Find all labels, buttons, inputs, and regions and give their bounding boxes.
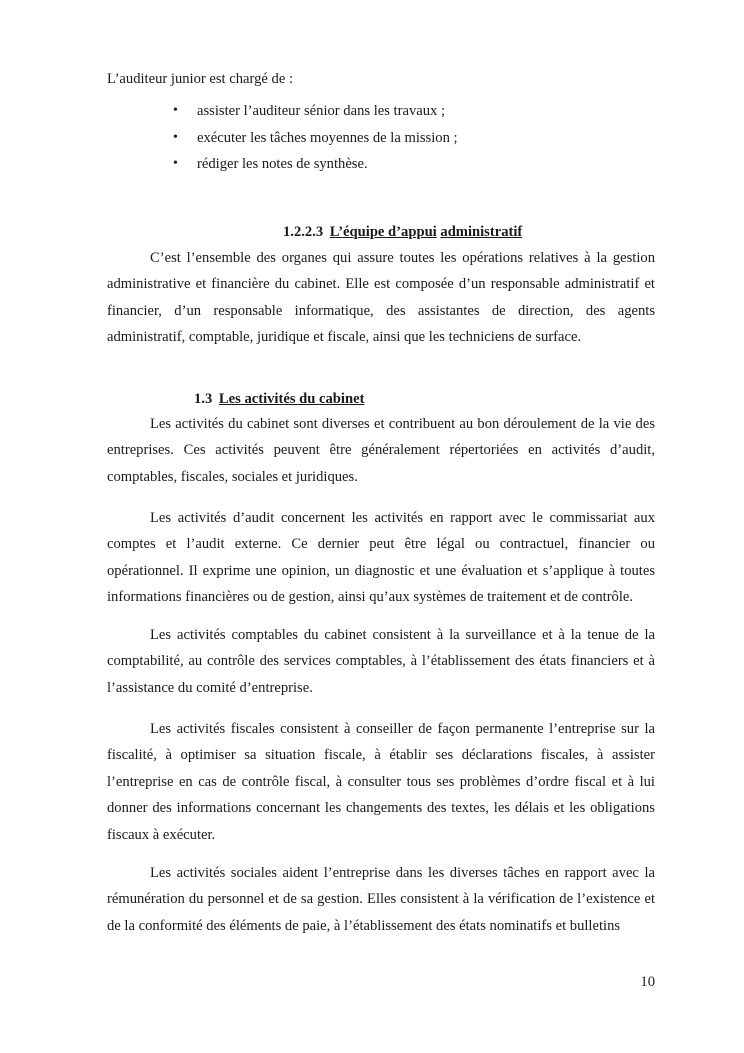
paragraph-tax-activities: Les activités fiscales consistent à conseiller de façon permanente l’entreprise sur la fiscalité, à optimiser sa situation fiscale, à établir ses déclarations fiscales, à assister l’entreprise en cas de contrôle fiscal, à consulter tous ses problèmes d’ordre fiscal et à lui donner des informations concernant les changements des textes, les délais et les obligations fiscaux à exécuter.: [107, 721, 655, 843]
section-title-part2: administratif: [440, 224, 523, 240]
section-title-part1: L’équipe d’appui: [329, 224, 437, 240]
paragraph-social-activities: Les activités sociales aident l’entreprise dans les diverses tâches en rapport avec la rémunération du personnel et de sa gestion. Elles consistent à la vérification de l’existence et de la conformité des éléments de paie, à l’établissement des états nominatifs et bulletins: [107, 865, 655, 934]
section-heading-1-3: [194, 389, 364, 409]
page-number: 10: [640, 974, 655, 990]
list-item-text: exécuter les tâches moyennes de la mission ;: [197, 129, 458, 146]
list-item-text: assister l’auditeur sénior dans les travaux ;: [197, 103, 446, 119]
list-item: [173, 98, 633, 125]
bullet-icon: •: [173, 103, 178, 118]
task-list: [173, 98, 633, 178]
section-title: Les activités du cabinet: [218, 391, 365, 407]
list-item: [173, 151, 633, 178]
intro-text: L’auditeur junior est chargé de :: [107, 71, 294, 87]
bullet-icon: •: [173, 129, 178, 145]
bullet-icon: •: [173, 156, 178, 171]
list-item-text: rédiger les notes de synthèse.: [197, 156, 368, 172]
paragraph-accounting-activities: Les activités comptables du cabinet consistent à la surveillance et à la tenue de la comptabilité, au contrôle des services comptables, à l’établissement des états financiers et à l’assistance du comité d’entreprise.: [107, 627, 655, 696]
section-heading-1-2-2-3: [283, 222, 522, 242]
section-number: 1.2.2.3: [283, 224, 324, 240]
paragraph-activities-overview: Les activités du cabinet sont diverses et contribuent au bon déroulement de la vie des entreprises. Ces activités peuvent être généralement répertoriées en activités d’audit, comptables, fiscales, sociales et juridiques.: [107, 416, 655, 485]
paragraph-support-team: C’est l’ensemble des organes qui assure toutes les opérations relatives à la gestion administrative et financière du cabinet. Elle est composée d’un responsable administratif et financier, d’un responsable informatique, des assistantes de direction, des agents administratif, comptable, juridique et fiscale, ainsi que les techniciens de surface.: [107, 250, 655, 346]
paragraph-audit-activities: Les activités d’audit concernent les activités en rapport avec le commissariat aux comptes et l’audit externe. Ce dernier peut être légal ou contractuel, financier ou opérationnel. Il exprime une opinion, un diagnostic et une évaluation et s’applique à toutes informations financières ou de gestion, ainsi qu’aux systèmes de traitement et de contrôle.: [107, 510, 655, 606]
section-number: 1.3: [194, 391, 213, 407]
document-page: [107, 0, 655, 1053]
list-item: [173, 125, 633, 152]
